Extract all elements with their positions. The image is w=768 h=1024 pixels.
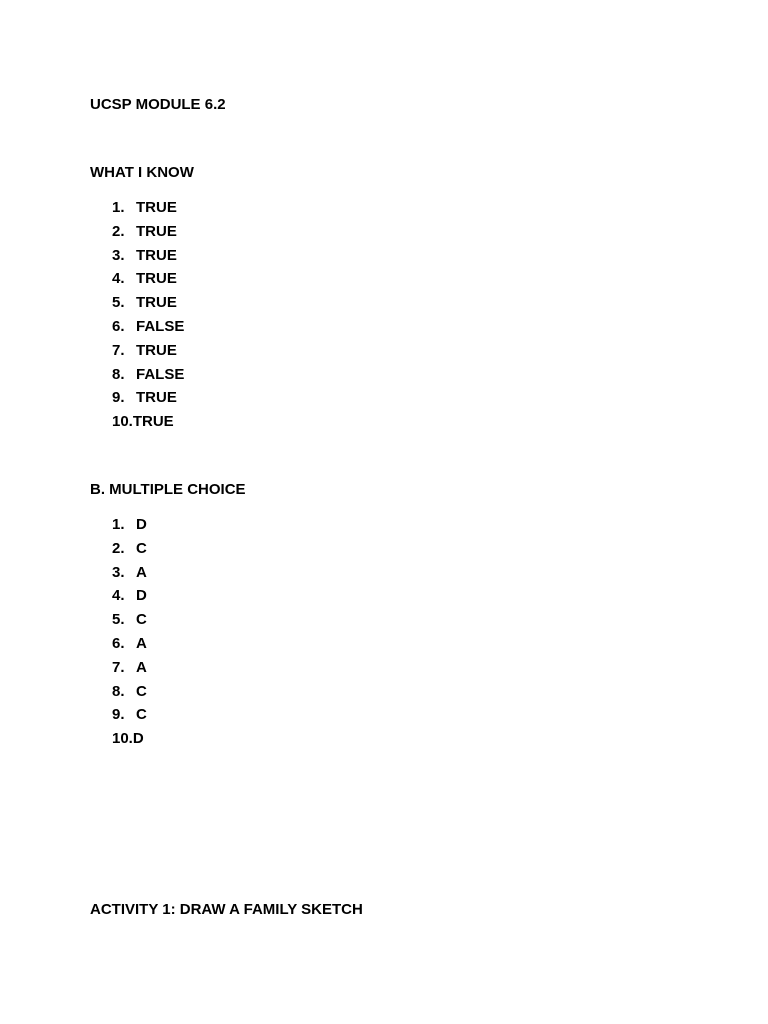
item-answer: D — [136, 516, 147, 533]
list-item — [112, 587, 147, 611]
item-number: 6. — [112, 317, 125, 335]
item-number: 2. — [112, 222, 125, 240]
list-item — [112, 270, 184, 294]
list-item — [112, 342, 184, 366]
item-answer: TRUE — [132, 413, 174, 431]
item-number: 5. — [112, 294, 125, 312]
item-answer: D — [132, 730, 144, 748]
list-item — [112, 611, 147, 635]
item-number: 3. — [112, 246, 125, 264]
item-number: 5. — [112, 611, 125, 629]
list-item — [112, 564, 147, 588]
item-answer: TRUE — [136, 389, 177, 407]
item-number: 6. — [112, 634, 125, 652]
item-number: 9. — [112, 389, 125, 407]
section-heading-multiple-choice: B. MULTIPLE CHOICE — [90, 481, 246, 498]
item-answer: C — [136, 539, 147, 557]
list-item — [112, 294, 184, 318]
item-answer: A — [136, 563, 147, 581]
list-item — [112, 516, 147, 540]
item-number: 4. — [112, 587, 125, 605]
item-number: 10. — [112, 730, 133, 748]
section-heading-what-i-know: WHAT I KNOW — [90, 164, 194, 181]
item-answer: FALSE — [136, 317, 185, 335]
item-answer: C — [136, 706, 147, 724]
what-i-know-list — [112, 199, 184, 437]
list-item — [112, 635, 147, 659]
list-item — [112, 389, 184, 413]
list-item — [112, 223, 184, 247]
item-number: 1. — [112, 199, 125, 216]
item-number: 8. — [112, 682, 125, 700]
item-answer: C — [136, 682, 147, 700]
item-answer: TRUE — [136, 341, 177, 359]
item-answer: FALSE — [136, 365, 185, 383]
list-item — [112, 199, 184, 223]
item-answer: TRUE — [136, 199, 177, 216]
list-item — [112, 247, 184, 271]
item-answer: D — [136, 587, 147, 605]
list-item — [112, 366, 184, 390]
multiple-choice-list — [112, 516, 147, 754]
item-number: 3. — [112, 563, 125, 581]
item-number: 9. — [112, 706, 125, 724]
list-item — [112, 318, 184, 342]
list-item — [112, 683, 147, 707]
item-number: 7. — [112, 658, 125, 676]
item-number: 8. — [112, 365, 125, 383]
item-answer: TRUE — [136, 294, 177, 312]
list-item — [112, 540, 147, 564]
activity-heading: ACTIVITY 1: DRAW A FAMILY SKETCH — [90, 901, 363, 918]
item-number: 10. — [112, 413, 133, 431]
item-number: 7. — [112, 341, 125, 359]
item-answer: C — [136, 611, 147, 629]
item-number: 1. — [112, 516, 125, 533]
item-number: 2. — [112, 539, 125, 557]
item-number: 4. — [112, 270, 125, 288]
list-item — [112, 413, 184, 437]
item-answer: TRUE — [136, 246, 177, 264]
list-item — [112, 730, 147, 754]
item-answer: A — [136, 658, 147, 676]
document-title: UCSP MODULE 6.2 — [90, 96, 226, 113]
list-item — [112, 659, 147, 683]
list-item — [112, 706, 147, 730]
item-answer: TRUE — [136, 270, 177, 288]
item-answer: TRUE — [136, 222, 177, 240]
item-answer: A — [136, 634, 147, 652]
